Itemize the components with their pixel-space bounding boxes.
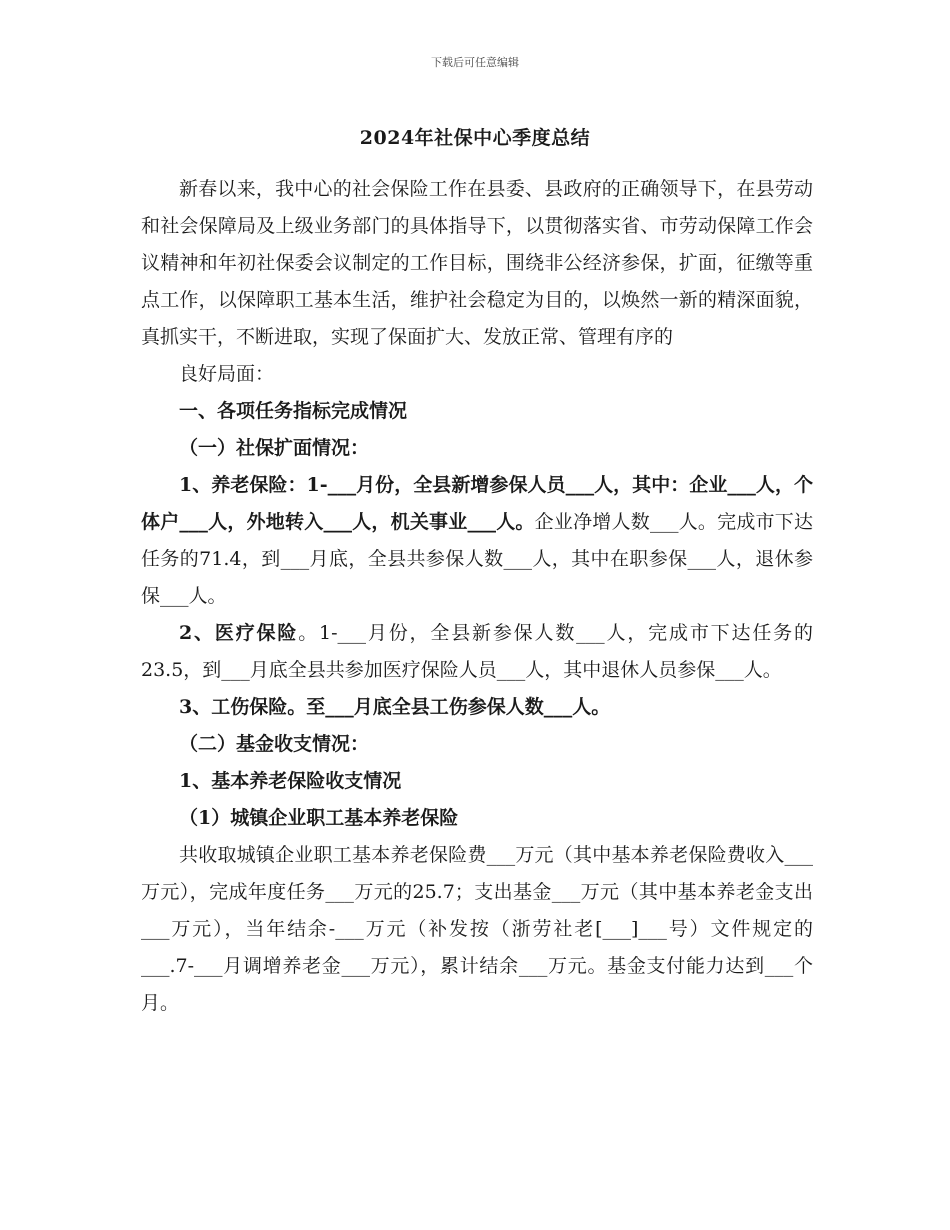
document-body [141,171,813,1022]
page-header: 下载后可任意编辑 [431,56,519,69]
intro-paragraph: 新春以来，我中心的社会保险工作在县委、县政府的正确领导下，在县劳动和社会保障局及上级业务部门的具体指导下，以贯彻落实省、市劳动保障工作会议精神和年初社保委会议制定的工作目标，围绕非公经济参保，扩面，征缴等重点工作，以保障职工基本生活，维护社会稳定为目的，以焕然一新的精深面貌，真抓实干，不断进取，实现了保面扩大、发放正常、管理有序的 [141,178,813,348]
subsection-heading-1: （一）社保扩面情况： [179,437,370,459]
section-heading-1: 一、各项任务指标完成情况 [179,400,408,422]
pension-paragraph [141,467,813,615]
pension-normal-text: 企业净增人数___人。完成市下达任务的71.4，到___月底，全县共参保人数___人，其中在职参保___人，退休参保___人。 [141,511,813,607]
intro-continuation: 良好局面： [179,363,275,385]
medical-paragraph [141,615,813,689]
fund-heading-1-1: （1）城镇企业职工基本养老保险 [179,807,459,829]
fund-paragraph: 共收取城镇企业职工基本养老保险费___万元（其中基本养老保险费收入___万元），完成年度任务___万元的25.7；支出基金___万元（其中基本养老金支出___万元），当年结余-___万元（补发按（浙劳社老[___]___号）文件规定的___.7-___月调增养老金___万元），累计结余___万元。基金支付能力达到___个月。 [141,844,813,1014]
subsection-heading-2: （二）基金收支情况： [179,733,370,755]
document-title: 2024年社保中心季度总结 [359,127,591,149]
injury-paragraph: 3、工伤保险。至___月底全县工伤参保人数___人。 [179,696,611,718]
medical-normal-text: 。1-___月份，全县新参保人数___人，完成市下达任务的23.5，到___月底全县共参加医疗保险人员___人，其中退休人员参保___人。 [141,622,813,681]
pension-bold-text: 1、养老保险：1-___月份，全县新增参保人员___人，其中：企业___人，个体户___人，外地转入___人，机关事业___人。 [141,474,813,533]
medical-bold-text: 2、医疗保险 [179,622,299,644]
fund-heading-1: 1、基本养老保险收支情况 [179,770,402,792]
